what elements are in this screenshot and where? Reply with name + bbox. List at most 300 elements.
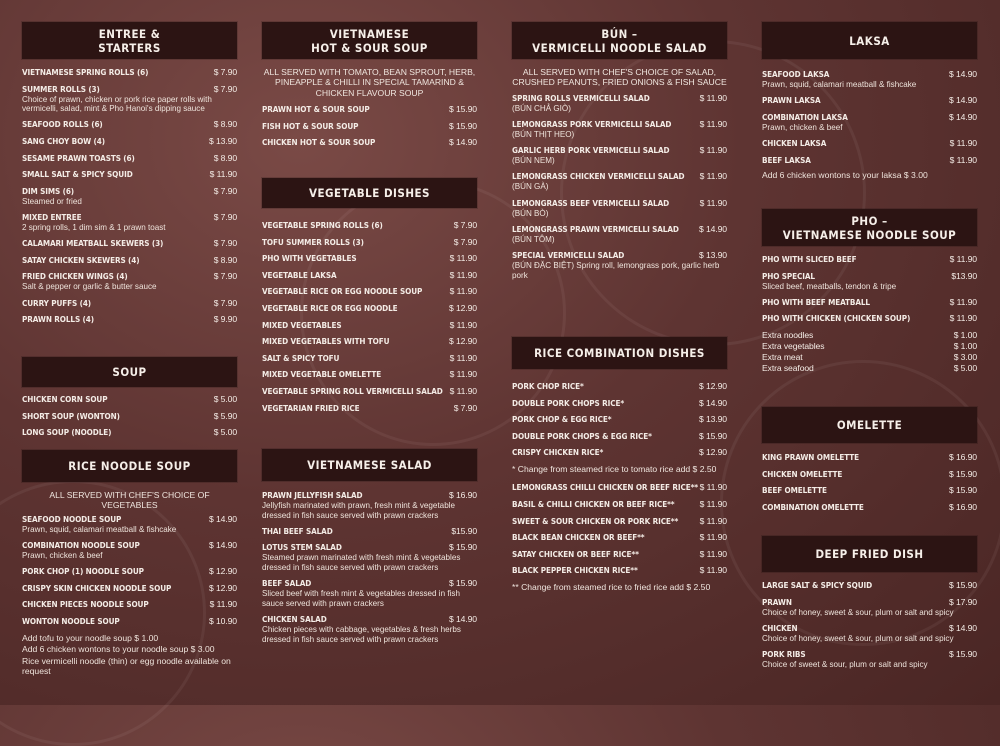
menu-item-price: $ 7.90 <box>213 211 237 222</box>
menu-item-name: CHICKEN PIECES NOODLE SOUP <box>22 599 149 610</box>
rice-combo-note-a: * Change from steamed rice to tomato rice add $ 2.50 <box>512 463 717 474</box>
menu-item-name: CURRY PUFFS (4) <box>22 297 92 308</box>
menu-item-name: PHO WITH CHICKEN (CHICKEN SOUP) <box>762 313 911 324</box>
menu-item-name: WONTON NOODLE SOUP <box>22 615 120 626</box>
menu-item-description: Prawn, chicken & beef <box>22 551 103 560</box>
menu-item-price: $13.90 <box>951 270 977 281</box>
menu-item-price: $ 8.90 <box>213 254 237 265</box>
menu-item-name: CHICKEN SALAD <box>262 613 327 624</box>
menu-item-description: (BÚN TÔM) <box>512 234 555 244</box>
omelette-list <box>762 452 977 513</box>
menu-item-name: SEAFOOD LAKSA <box>762 69 830 79</box>
laksa-header: LAKSA <box>762 22 977 59</box>
menu-item <box>22 314 237 325</box>
menu-item-name: VEGETABLE SPRING ROLL VERMICELLI SALAD <box>262 385 443 396</box>
menu-item-name: DOUBLE PORK CHOPS & EGG RICE* <box>512 430 652 441</box>
menu-item <box>762 313 977 324</box>
menu-item <box>262 303 477 314</box>
menu-item-price: $ 15.90 <box>949 580 977 590</box>
menu-item <box>512 447 727 458</box>
extra-item-name: Extra noodles <box>762 329 814 340</box>
menu-item-price: $ 13.90 <box>209 135 237 146</box>
menu-item <box>512 224 727 245</box>
menu-item-price: $ 11.90 <box>699 197 727 208</box>
menu-item-name: PRAWN LAKSA <box>762 95 821 106</box>
menu-item-name: CHICKEN CORN SOUP <box>22 394 108 404</box>
menu-item-name: BEEF LAKSA <box>762 154 811 165</box>
menu-item-price: $ 5.00 <box>213 427 237 438</box>
menu-item-description: Choice of prawn, chicken or pork rice paper rolls with vermicelli, salad, mint & Pho Hanoi's dipping sauce <box>22 94 212 114</box>
menu-item <box>22 255 237 266</box>
menu-item-name: MIXED VEGETABLES WITH TOFU <box>262 336 390 347</box>
menu-item-name: CRISPY SKIN CHICKEN NOODLE SOUP <box>22 582 172 593</box>
deep-fried-header: DEEP FRIED DISH <box>762 536 977 572</box>
vegetable-header: VEGETABLE DISHES <box>262 178 477 208</box>
menu-item-name: SATAY CHICKEN SKEWERS (4) <box>22 254 140 265</box>
menu-item-name: PORK CHOP & EGG RICE* <box>512 414 612 425</box>
menu-item-price: $ 13.90 <box>699 249 727 260</box>
extra-item-price: $ 1.00 <box>953 329 977 340</box>
menu-item-price: $ 11.90 <box>449 369 477 380</box>
deep-fried-section <box>762 536 977 675</box>
menu-item-name: SEAFOOD ROLLS (6) <box>22 119 103 130</box>
menu-item-name: CALAMARI MEATBALL SKEWERS (3) <box>22 238 164 249</box>
menu-item-description: Prawn, chicken & beef <box>762 122 843 132</box>
menu-item-price: $ 17.90 <box>949 596 977 607</box>
menu-item-price: $ 12.90 <box>209 566 237 577</box>
menu-item-name: BLACK PEPPER CHICKEN RICE** <box>512 565 638 576</box>
menu-item-name: DOUBLE PORK CHOPS RICE* <box>512 397 625 408</box>
menu-item-price: $ 11.90 <box>949 154 977 165</box>
menu-item <box>22 238 237 249</box>
menu-item-price: $ 11.90 <box>949 254 977 264</box>
menu-item <box>22 616 237 627</box>
menu-item-price: $ 11.90 <box>699 171 727 182</box>
menu-item-price: $ 7.90 <box>213 67 237 77</box>
menu-item <box>762 485 977 496</box>
menu-item <box>22 136 237 147</box>
menu-item-price: $ 11.90 <box>949 137 977 148</box>
menu-item <box>262 336 477 347</box>
extra-item <box>762 363 977 374</box>
menu-item-name: SANG CHOY BOW (4) <box>22 135 105 146</box>
menu-item-name: MIXED VEGETABLES <box>262 319 342 330</box>
menu-item-price: $ 7.90 <box>213 271 237 282</box>
menu-item <box>262 270 477 281</box>
soup-header: SOUP <box>22 357 237 387</box>
menu-item-price: $ 11.90 <box>449 269 477 280</box>
viet-salad-header: VIETNAMESE SALAD <box>262 449 477 481</box>
menu-item-price: $ 14.90 <box>699 397 727 408</box>
menu-item <box>262 526 477 537</box>
menu-item-name: PORK RIBS <box>762 648 806 659</box>
menu-item <box>512 250 727 280</box>
menu-item <box>762 623 977 644</box>
menu-item-price: $ 13.90 <box>699 414 727 425</box>
menu-item <box>762 112 977 133</box>
menu-item-name: COMBINATION NOODLE SOUP <box>22 540 140 550</box>
menu-item <box>262 490 477 520</box>
menu-item-name: LEMONGRASS CHILLI CHICKEN OR BEEF RICE** <box>512 482 699 493</box>
menu-item-price: $ 7.90 <box>453 236 477 247</box>
menu-item-price: $ 11.90 <box>449 352 477 363</box>
menu-item-name: CHICKEN <box>762 622 798 633</box>
menu-item-description: Salt & pepper or garlic & butter sauce <box>22 282 157 292</box>
menu-item-price: $ 11.90 <box>449 385 477 396</box>
menu-item-name: VEGETABLE RICE OR EGG NOODLE SOUP <box>262 286 423 297</box>
menu-item-description: (BÚN NEM) <box>512 156 555 166</box>
menu-item-description: Choice of honey, sweet & sour, plum or salt and spicy <box>762 633 954 643</box>
menu-item-price: $ 16.90 <box>949 452 977 462</box>
menu-item-price: $ 15.90 <box>449 542 477 553</box>
menu-item-name: PHO SPECIAL <box>762 270 815 281</box>
menu-item-name: VIETNAMESE SPRING ROLLS (6) <box>22 67 149 77</box>
menu-item-price: $ 11.90 <box>949 313 977 324</box>
menu-item-name: SESAME PRAWN TOASTS (6) <box>22 152 135 163</box>
menu-item-price: $ 14.90 <box>209 513 237 524</box>
menu-item-price: $ 15.90 <box>449 104 477 115</box>
menu-item-name: BASIL & CHILLI CHICKEN OR BEEF RICE** <box>512 498 675 509</box>
menu-item-price: $ 14.90 <box>949 111 977 122</box>
menu-item <box>22 540 237 561</box>
menu-item-price: $ 5.00 <box>213 394 237 404</box>
laksa-list <box>762 69 977 166</box>
menu-item-name: FRIED CHICKEN WINGS (4) <box>22 271 128 282</box>
extra-item-name: Extra meat <box>762 351 803 362</box>
menu-item <box>262 220 477 231</box>
menu-item-price: $ 12.90 <box>449 302 477 313</box>
menu-item-price: $ 12.90 <box>699 381 727 391</box>
menu-item-name: THAI BEEF SALAD <box>262 525 333 536</box>
menu-item <box>22 583 237 594</box>
menu-item-name: PRAWN <box>762 596 792 607</box>
menu-item-name: VEGETARIAN FRIED RICE <box>262 402 360 413</box>
menu-item <box>512 171 727 192</box>
menu-item-name: BEEF SALAD <box>262 578 312 589</box>
rice-noodle-soup-extras <box>22 633 237 677</box>
soup-section <box>22 357 237 444</box>
menu-item-price: $ 7.90 <box>213 297 237 308</box>
extra-item-name: Extra seafood <box>762 362 814 373</box>
menu-item <box>22 186 237 207</box>
menu-item-name: COMBINATION OMELETTE <box>762 501 864 512</box>
omelette-section <box>762 407 977 518</box>
menu-item <box>22 427 237 438</box>
menu-item <box>22 153 237 164</box>
menu-item <box>262 104 477 115</box>
menu-item-name: LONG SOUP (NOODLE) <box>22 427 112 438</box>
menu-item <box>512 431 727 442</box>
menu-item-name: DIM SIMS (6) <box>22 185 75 196</box>
menu-item <box>262 542 477 572</box>
menu-item-name: CHICKEN OMELETTE <box>762 468 843 479</box>
menu-item-name: CHICKEN LAKSA <box>762 137 827 148</box>
pho-header: PHO – VIETNAMESE NOODLE SOUP <box>762 209 977 246</box>
bun-header: BÚN – VERMICELLI NOODLE SALAD <box>512 22 727 59</box>
menu-item-name: BEEF OMELETTE <box>762 485 827 496</box>
menu-item-description: Sliced beef, meatballs, tendon & tripe <box>762 281 897 291</box>
menu-item <box>512 93 727 114</box>
pho-section <box>762 209 977 374</box>
menu-item-description: (BÚN ĐẶC BIỆT) Spring roll, lemongrass pork, garlic herb pork <box>512 260 720 280</box>
menu-item-price: $ 10.90 <box>209 615 237 626</box>
menu-item-price: $ 11.90 <box>209 169 237 180</box>
menu-item <box>262 386 477 397</box>
menu-item-description: 2 spring rolls, 1 dim sim & 1 prawn toast <box>22 222 166 232</box>
menu-item-name: FISH HOT & SOUR SOUP <box>262 120 359 131</box>
menu-item <box>512 414 727 425</box>
extra-note: Rice vermicelli noodle (thin) or egg noodle available on request <box>22 655 231 677</box>
extra-item <box>762 330 977 341</box>
omelette-header: OMELETTE <box>762 407 977 443</box>
menu-item-price: $ 11.90 <box>699 482 727 493</box>
menu-item-price: $ 7.90 <box>213 238 237 249</box>
menu-item-price: $ 7.90 <box>453 220 477 230</box>
menu-item <box>512 198 727 219</box>
menu-item <box>762 502 977 513</box>
menu-item <box>22 411 237 422</box>
menu-item <box>762 297 977 308</box>
menu-item-price: $ 14.90 <box>949 69 977 79</box>
menu-item-description: Prawn, squid, calamari meatball & fishcake <box>762 80 917 89</box>
menu-item-name: BLACK BEAN CHICKEN OR BEEF** <box>512 532 645 543</box>
menu-item-name: PHO WITH SLICED BEEF <box>762 254 857 264</box>
menu-item-name: CHICKEN HOT & SOUR SOUP <box>262 137 376 148</box>
menu-item-price: $ 11.90 <box>949 296 977 307</box>
menu-item-price: $ 7.90 <box>453 402 477 413</box>
vegetable-section <box>262 178 477 419</box>
menu-item-name: LEMONGRASS BEEF VERMICELLI SALAD <box>512 197 670 208</box>
menu-item <box>762 597 977 618</box>
menu-item-description: Steamed or fried <box>22 196 82 206</box>
menu-item-name: LEMONGRASS PRAWN VERMICELLI SALAD <box>512 223 679 234</box>
menu-item-price: $ 14.90 <box>449 613 477 624</box>
menu-item-name: MIXED ENTREE <box>22 211 82 222</box>
menu-item-name: PRAWN HOT & SOUR SOUP <box>262 104 370 115</box>
menu-item-description: Steamed prawn marinated with fresh mint & vegetables dressed in fish sauce served with prawn crackers <box>262 553 461 572</box>
menu-item-name: SPECIAL VERMICELLI SALAD <box>512 249 625 260</box>
menu-item <box>762 271 977 292</box>
menu-item <box>22 84 237 114</box>
menu-item-price: $ 16.90 <box>449 490 477 500</box>
menu-item-name: PRAWN JELLYFISH SALAD <box>262 490 363 500</box>
menu-item <box>22 566 237 577</box>
menu-item <box>512 516 727 527</box>
menu-item-name: SALT & SPICY TOFU <box>262 352 340 363</box>
menu-item-price: $15.90 <box>451 525 477 536</box>
viet-salad-section <box>262 449 477 650</box>
menu-item <box>22 271 237 292</box>
menu-item <box>22 119 237 130</box>
menu-item <box>262 137 477 148</box>
hot-sour-header: VIETNAMESE HOT & SOUR SOUP <box>262 22 477 59</box>
menu-item <box>262 614 477 644</box>
menu-item <box>22 298 237 309</box>
menu-item <box>512 565 727 576</box>
soup-list <box>22 394 237 438</box>
menu-item-price: $ 11.90 <box>699 498 727 509</box>
menu-item-name: VEGETABLE LAKSA <box>262 269 337 280</box>
menu-item-name: TOFU SUMMER ROLLS (3) <box>262 236 364 247</box>
hot-sour-note: ALL SERVED WITH TOMATO, BEAN SPROUT, HERB, PINEAPPLE & CHILLI IN SPECIAL TAMARIND & CHICKEN FLAVOUR SOUP <box>263 67 476 98</box>
menu-item <box>762 452 977 463</box>
menu-item <box>762 69 977 90</box>
menu-item <box>762 469 977 480</box>
vegetable-list <box>262 220 477 414</box>
menu-item-name: GARLIC HERB PORK VERMICELLI SALAD <box>512 145 670 156</box>
entree-list <box>22 67 237 325</box>
menu-item <box>262 369 477 380</box>
menu-item-name: PHO WITH VEGETABLES <box>262 253 357 264</box>
menu-item-name: PHO WITH BEEF MEATBALL <box>762 296 870 307</box>
menu-item <box>512 549 727 560</box>
menu-item <box>262 353 477 364</box>
menu-item-price: $ 11.90 <box>449 253 477 264</box>
menu-item-name: COMBINATION LAKSA <box>762 111 848 122</box>
rice-combo-note-b: ** Change from steamed rice to fried rice add $ 2.50 <box>512 581 711 592</box>
menu-item-price: $ 14.90 <box>449 137 477 148</box>
menu-item-name: MIXED VEGETABLE OMELETTE <box>262 369 382 380</box>
menu-item-price: $ 8.90 <box>213 152 237 163</box>
menu-item-price: $ 11.90 <box>699 515 727 526</box>
menu-item <box>512 532 727 543</box>
menu-item-name: PRAWN ROLLS (4) <box>22 314 94 325</box>
menu-item-name: LOTUS STEM SALAD <box>262 542 342 553</box>
menu-item <box>762 138 977 149</box>
rice-noodle-soup-section <box>22 450 237 678</box>
bun-note: ALL SERVED WITH CHEF'S CHOICE OF SALAD, CRUSHED PEANUTS, FRIED ONIONS & FISH SAUCE <box>512 67 727 88</box>
menu-item-name: SMALL SALT & SPICY SQUID <box>22 169 133 180</box>
menu-item <box>262 578 477 608</box>
rice-noodle-soup-list <box>22 514 237 627</box>
menu-item <box>762 580 977 591</box>
menu-item-price: $ 12.90 <box>449 336 477 347</box>
menu-item-name: SPRING ROLLS VERMICELLI SALAD <box>512 92 650 103</box>
menu-item <box>22 599 237 610</box>
menu-item <box>22 67 237 78</box>
menu-item <box>262 253 477 264</box>
menu-item-name: PORK CHOP (1) NOODLE SOUP <box>22 566 144 577</box>
menu-item-price: $ 7.90 <box>213 83 237 94</box>
menu-item <box>512 145 727 166</box>
menu-item-price: $ 15.90 <box>449 120 477 131</box>
menu-item-price: $ 9.90 <box>213 314 237 325</box>
menu-item-name: SEAFOOD NOODLE SOUP <box>22 513 122 524</box>
rice-combo-list-a <box>512 381 727 458</box>
menu-item <box>22 212 237 233</box>
extra-note: Add 6 chicken wontons to your noodle soup $ 3.00 <box>22 644 215 655</box>
menu-item-description: Prawn, squid, calamari meatball & fishcake <box>22 524 177 534</box>
menu-item-name: VEGETABLE SPRING ROLLS (6) <box>262 220 383 230</box>
bun-section <box>512 22 727 286</box>
menu-item-price: $ 11.90 <box>699 532 727 543</box>
extra-item-name: Extra vegetables <box>762 340 825 351</box>
extra-item-price: $ 5.00 <box>953 362 977 373</box>
menu-item <box>262 286 477 297</box>
menu-item <box>512 482 727 493</box>
extra-item <box>762 341 977 352</box>
menu-item-price: $ 15.90 <box>699 430 727 441</box>
pho-extras <box>762 330 977 374</box>
menu-item-price: $ 16.90 <box>949 501 977 512</box>
menu-item <box>512 381 727 392</box>
menu-item-description: (BÚN CHẢ GIÒ) <box>512 103 571 113</box>
menu-item-name: KING PRAWN OMELETTE <box>762 452 860 462</box>
menu-item-name: LEMONGRASS PORK VERMICELLI SALAD <box>512 119 672 129</box>
menu-item-price: $ 15.90 <box>449 578 477 589</box>
extra-item-price: $ 1.00 <box>953 340 977 351</box>
menu-item <box>512 499 727 510</box>
menu-item-price: $ 11.90 <box>699 92 727 103</box>
menu-item <box>762 155 977 166</box>
extra-item <box>762 352 977 363</box>
menu-item-price: $ 11.90 <box>449 286 477 297</box>
menu-item <box>262 237 477 248</box>
menu-item-price: $ 14.90 <box>209 540 237 550</box>
menu-item-name: LEMONGRASS CHICKEN VERMICELLI SALAD <box>512 171 685 182</box>
menu-item <box>762 95 977 106</box>
menu-item <box>22 394 237 405</box>
extra-note: Add tofu to your noodle soup $ 1.00 <box>22 632 159 643</box>
menu-item-price: $ 8.90 <box>213 119 237 130</box>
bun-list <box>512 93 727 280</box>
menu-item <box>22 514 237 535</box>
menu-item <box>262 403 477 414</box>
viet-salad-list <box>262 490 477 644</box>
menu-item-name: LARGE SALT & SPICY SQUID <box>762 580 873 590</box>
rice-combo-section <box>512 337 727 592</box>
rice-noodle-soup-note: ALL SERVED WITH CHEF'S CHOICE OF VEGETABLES <box>49 490 210 511</box>
menu-item-price: $ 14.90 <box>949 95 977 106</box>
menu-item-description: (BÚN THỊT HEO) <box>512 130 575 139</box>
entree-header: ENTREE & STARTERS <box>22 22 237 59</box>
menu-item <box>762 649 977 670</box>
menu-item-price: $ 5.90 <box>213 410 237 421</box>
deep-fried-list <box>762 580 977 670</box>
menu-item <box>22 169 237 180</box>
menu-item <box>512 119 727 140</box>
menu-item-price: $ 12.90 <box>209 582 237 593</box>
menu-item-description: Choice of sweet & sour, plum or salt and spicy <box>762 659 928 669</box>
menu-item <box>762 254 977 265</box>
laksa-section <box>762 22 977 182</box>
rice-combo-list-b <box>512 482 727 576</box>
menu-item-name: SATAY CHICKEN OR BEEF RICE** <box>512 548 639 559</box>
entree-section <box>22 22 237 331</box>
laksa-extra: Add 6 chicken wontons to your laksa $ 3.00 <box>762 170 928 181</box>
menu-item-price: $ 11.90 <box>699 119 727 129</box>
menu-item-description: Sliced beef with fresh mint & vegetables dressed in fish sauce served with prawn crackers <box>262 589 460 608</box>
menu-item-description: (BÚN GÀ) <box>512 182 549 192</box>
menu-item-price: $ 15.90 <box>949 648 977 659</box>
menu-item-price: $ 11.90 <box>209 599 237 610</box>
hot-sour-section <box>262 22 477 154</box>
menu-item-description: Chicken pieces with cabbage, vegetables & fresh herbs dressed in fish sauce served with prawn crackers <box>262 624 461 644</box>
menu-item-name: SUMMER ROLLS (3) <box>22 83 100 94</box>
menu-item-price: $ 15.90 <box>949 485 977 496</box>
extra-item-price: $ 3.00 <box>953 351 977 362</box>
hot-sour-list <box>262 104 477 148</box>
menu-item-name: VEGETABLE RICE OR EGG NOODLE <box>262 302 398 313</box>
menu-item-name: SHORT SOUP (WONTON) <box>22 410 120 421</box>
menu-item-price: $ 15.90 <box>949 468 977 479</box>
menu-item-name: SWEET & SOUR CHICKEN OR PORK RICE** <box>512 515 679 526</box>
menu-item-price: $ 12.90 <box>699 447 727 458</box>
pho-list <box>762 254 977 324</box>
menu-item <box>512 398 727 409</box>
menu-item-description: (BÚN BÒ) <box>512 208 549 218</box>
menu-item-price: $ 11.90 <box>449 319 477 330</box>
